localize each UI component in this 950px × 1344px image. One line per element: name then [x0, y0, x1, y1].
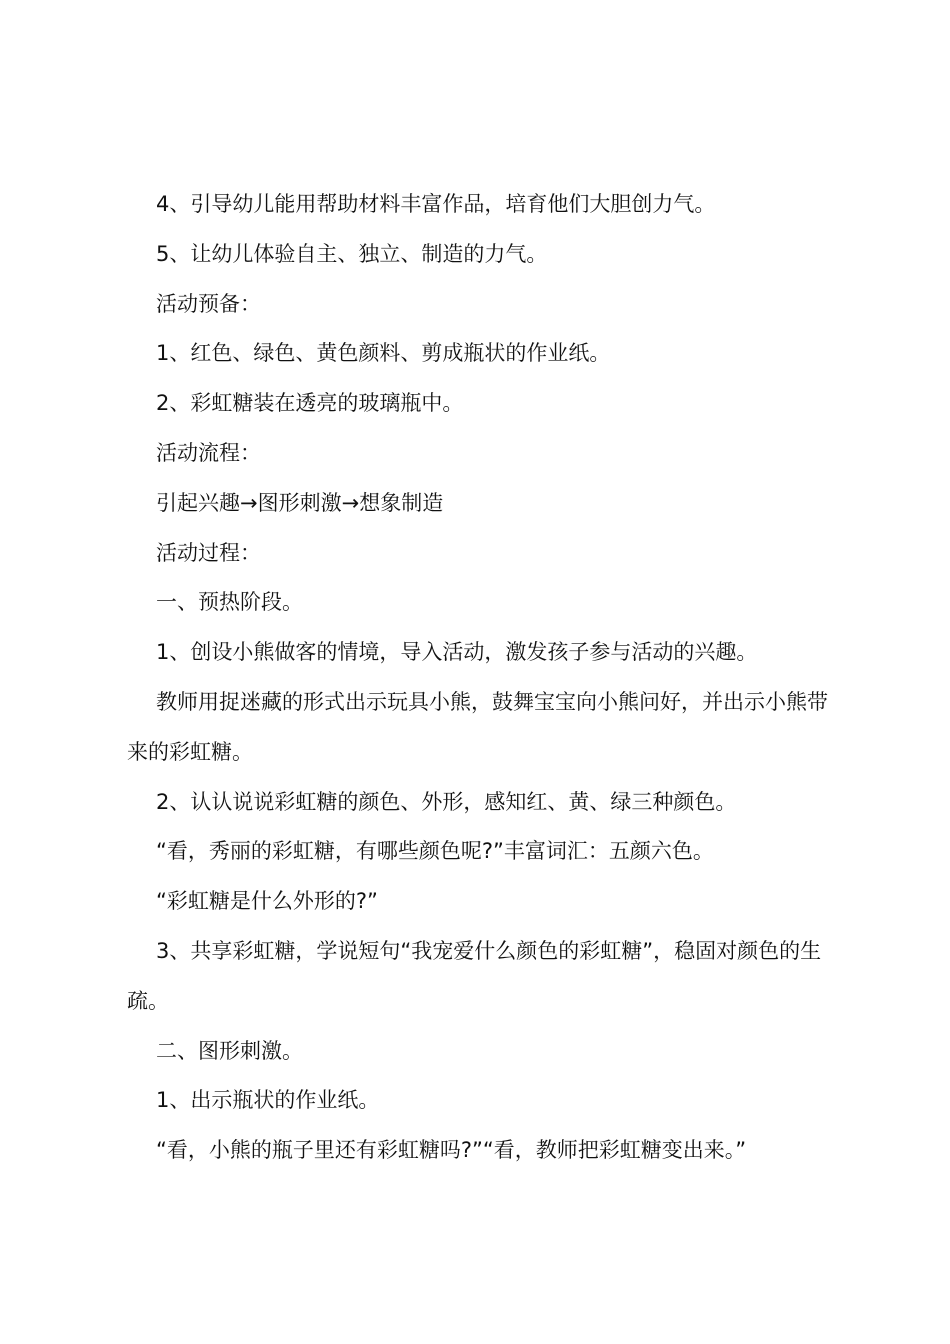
heading-flow: 活动流程：	[156, 440, 261, 465]
paragraph-graphic-1: 1、出示瓶状的作业纸。	[156, 1088, 380, 1113]
paragraph-warmup-3: 3、共享彩虹糖，学说短句“我宠爱什么颜色的彩虹糖”，稳固对颜色的生疏。	[127, 938, 822, 1013]
paragraph-prep-1: 1、红色、绿色、黄色颜料、剪成瓶状的作业纸。	[156, 341, 611, 366]
quote-bottle: “看，小熊的瓶子里还有彩虹糖吗?”“看，教师把彩虹糖变出来。”	[156, 1138, 747, 1163]
paragraph-goal-4: 4、引导幼儿能用帮助材料丰富作品，培育他们大胆创力气。	[156, 192, 716, 216]
paragraph-goal-5: 5、让幼儿体验自主、独立、制造的力气。	[156, 241, 548, 266]
paragraph-warmup-1: 1、创设小熊做客的情境，导入活动，激发孩子参与活动的兴趣。	[156, 640, 758, 665]
heading-process: 活动过程：	[156, 540, 261, 565]
heading-preparation: 活动预备：	[156, 291, 261, 316]
paragraph-prep-2: 2、彩虹糖装在透亮的玻璃瓶中。	[156, 391, 464, 416]
paragraph-flow: 引起兴趣→图形刺激→想象制造	[156, 490, 444, 515]
quote-colors: “看，秀丽的彩虹糖，有哪些颜色呢?”丰富词汇：五颜六色。	[156, 839, 714, 864]
paragraph-warmup-2: 2、认认说说彩虹糖的颜色、外形，感知红、黄、绿三种颜色。	[156, 789, 737, 814]
document-body	[127, 180, 837, 1176]
quote-shape: “彩虹糖是什么外形的?”	[156, 889, 378, 914]
section-graphic: 二、图形刺激。	[156, 1038, 303, 1063]
paragraph-teacher-bear: 教师用捉迷藏的形式出示玩具小熊，鼓舞宝宝向小熊问好，并出示小熊带来的彩虹糖。	[127, 689, 828, 764]
section-warmup: 一、预热阶段。	[156, 590, 303, 615]
